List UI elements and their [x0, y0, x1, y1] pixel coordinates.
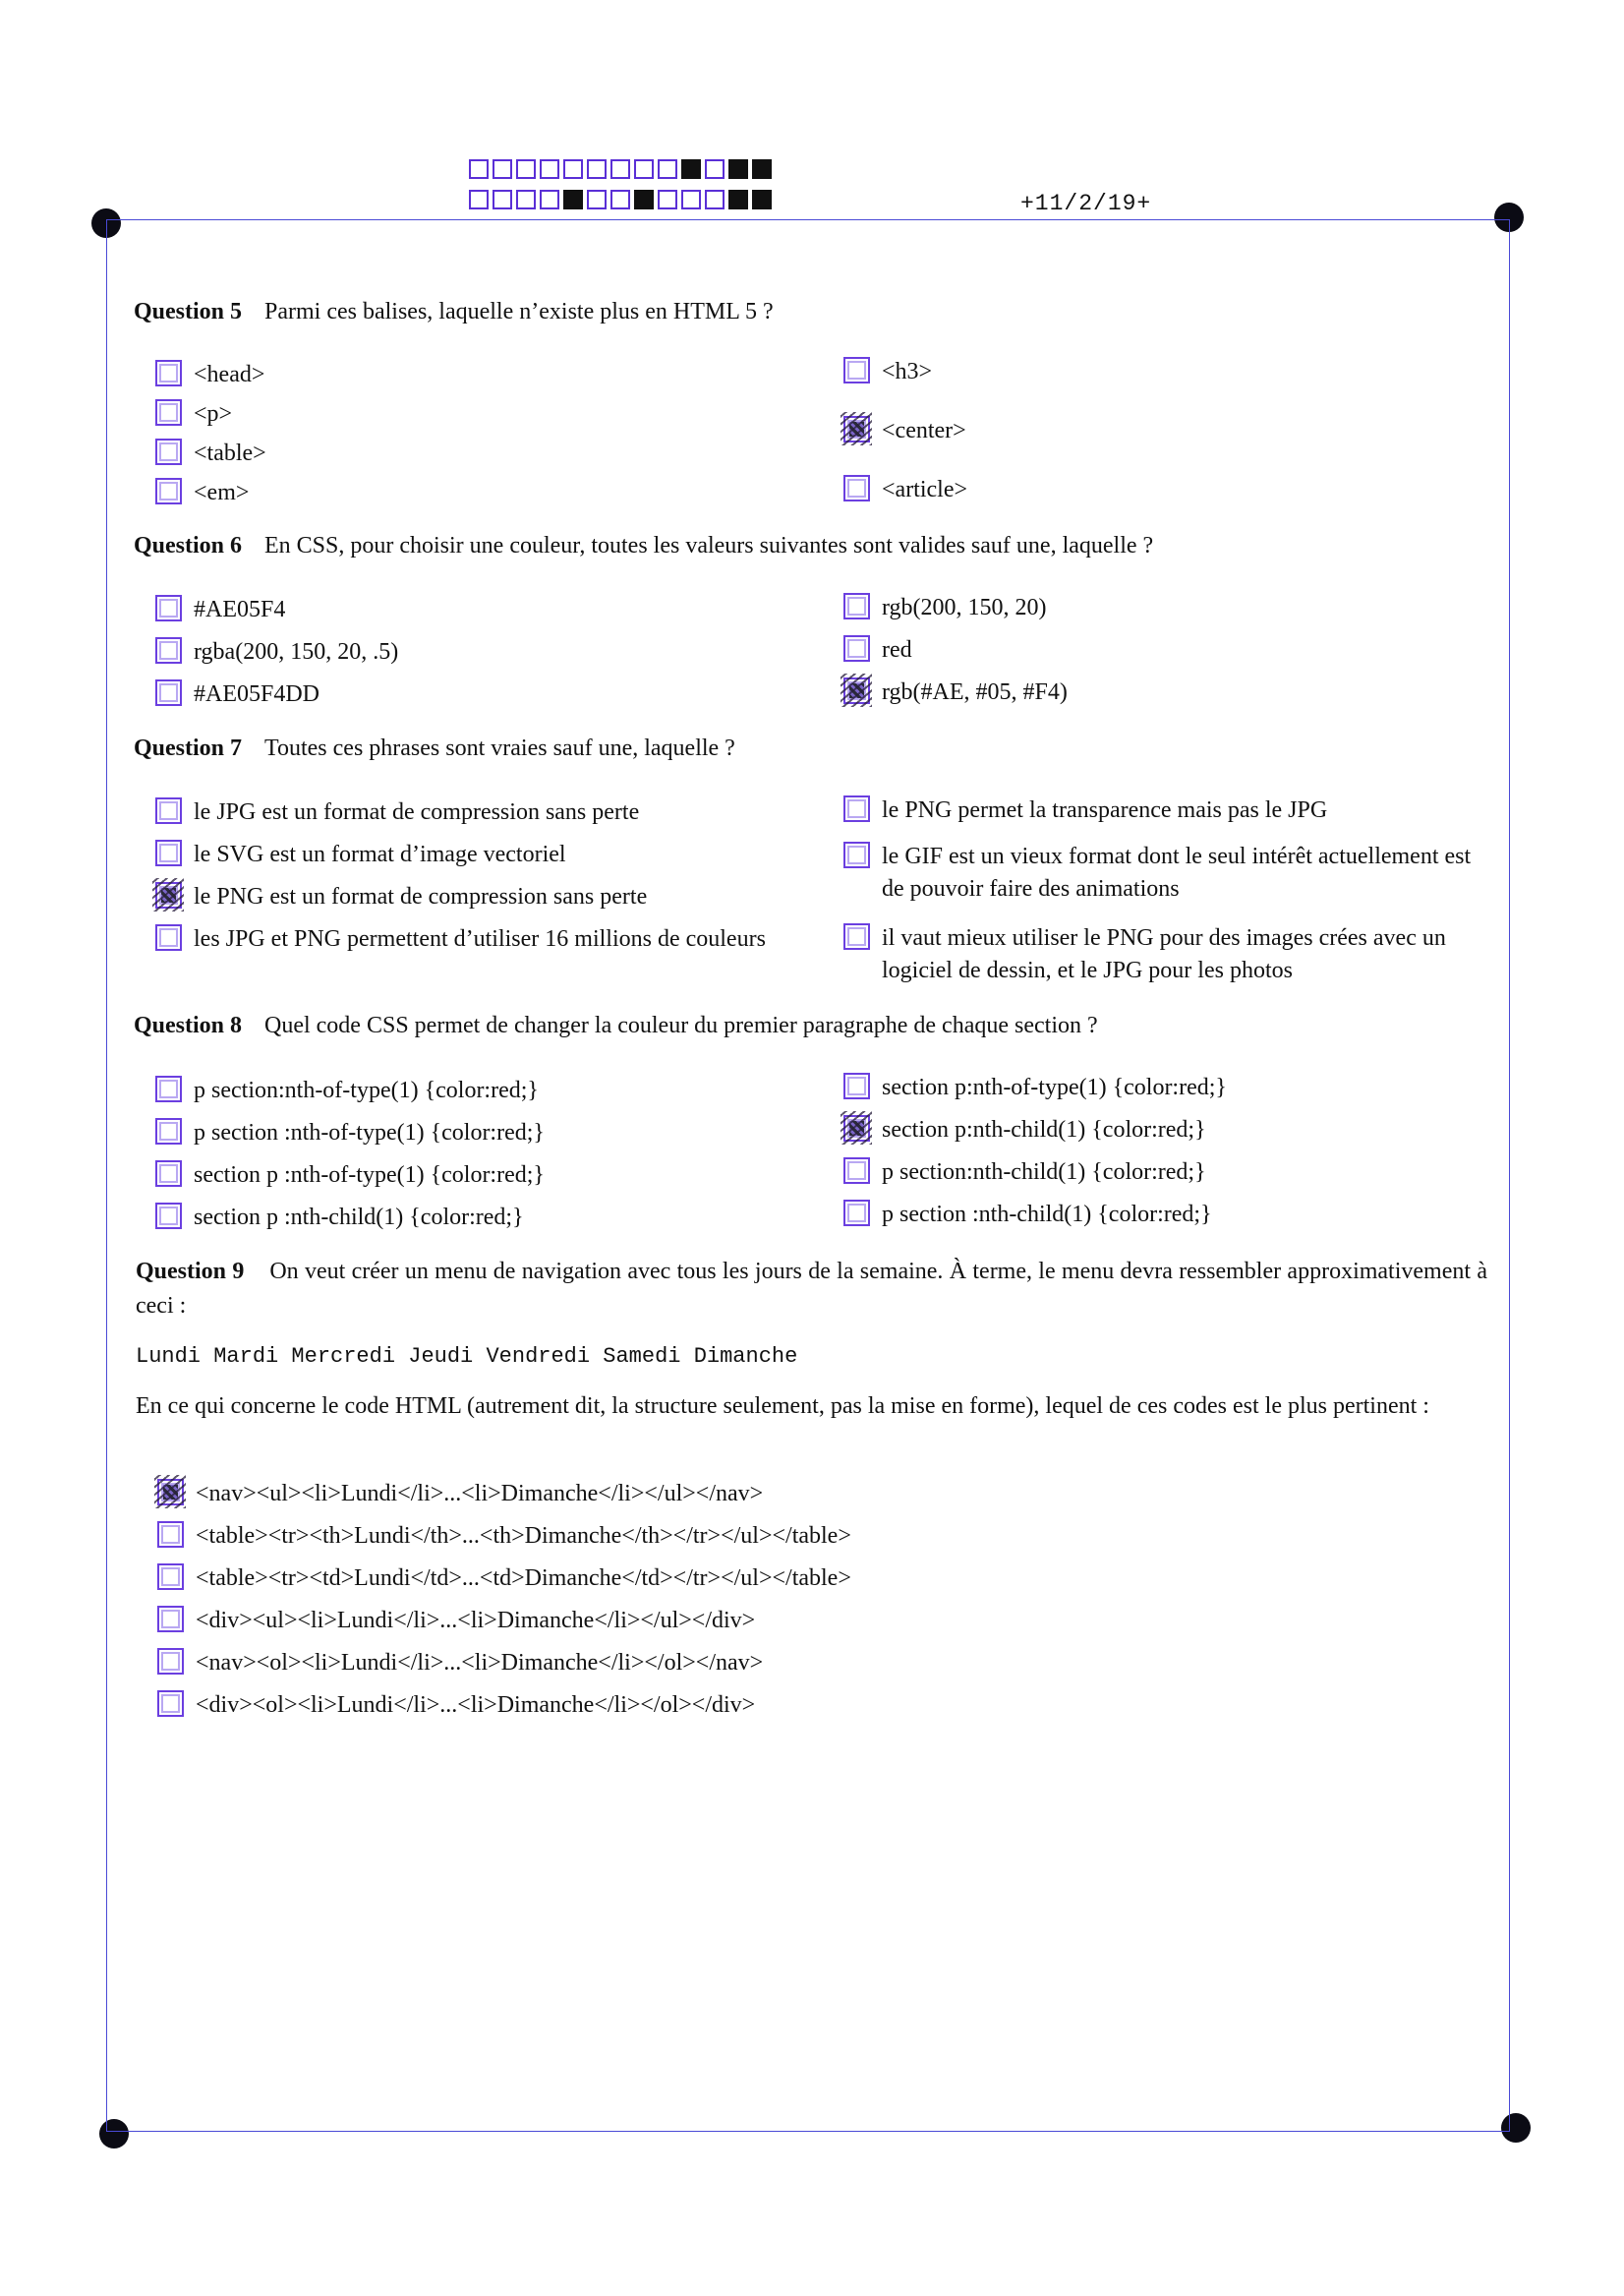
- code-cell-empty: [634, 159, 654, 179]
- q5-choice[interactable]: <article>: [843, 474, 967, 506]
- q8-choice[interactable]: p section :nth-of-type(1) {color:red;}: [155, 1117, 545, 1149]
- question-8: [134, 1013, 1490, 1039]
- question-5-number: Question 5: [134, 299, 243, 324]
- checkbox-icon[interactable]: [155, 478, 182, 504]
- checkbox-icon[interactable]: [843, 593, 870, 619]
- checkbox-icon[interactable]: [155, 637, 182, 664]
- code-cell-empty: [563, 159, 583, 179]
- code-cell-empty: [469, 190, 489, 209]
- checkbox-icon[interactable]: [157, 1690, 184, 1717]
- question-5: [134, 299, 1490, 325]
- question-7: [134, 736, 1490, 762]
- code-cell-empty: [540, 190, 559, 209]
- code-cell-empty: [610, 159, 630, 179]
- checkbox-icon[interactable]: [843, 795, 870, 822]
- q5-choice[interactable]: <p>: [155, 398, 232, 431]
- checkbox-icon[interactable]: [843, 475, 870, 501]
- checkbox-icon[interactable]: [843, 923, 870, 950]
- q7-choice[interactable]: le PNG permet la transparence mais pas le JPG: [843, 795, 1492, 827]
- q9-choice[interactable]: <table><tr><th>Lundi</th>...<th>Dimanche</th></tr></ul></table>: [157, 1520, 851, 1553]
- question-6: [134, 533, 1490, 559]
- q5-choice[interactable]: <em>: [155, 477, 249, 509]
- page-id: +11/2/19+: [1020, 191, 1152, 216]
- question-9: [136, 1255, 1487, 1324]
- question-5-text: Parmi ces balises, laquelle n’existe plus en HTML 5 ?: [264, 299, 774, 324]
- code-cell-filled: [728, 190, 748, 209]
- code-cell-empty: [469, 159, 489, 179]
- checkbox-icon[interactable]: [157, 1563, 184, 1590]
- checkbox-icon[interactable]: [157, 1606, 184, 1632]
- checkbox-icon[interactable]: [155, 1076, 182, 1102]
- checkbox-icon[interactable]: [155, 595, 182, 621]
- q8-choice-selected[interactable]: section p:nth-child(1) {color:red;}: [843, 1114, 1206, 1147]
- checked-checkbox-icon[interactable]: [157, 1479, 184, 1505]
- q8-choice[interactable]: p section:nth-child(1) {color:red;}: [843, 1156, 1206, 1189]
- code-cell-empty: [540, 159, 559, 179]
- checkbox-icon[interactable]: [155, 1118, 182, 1145]
- q8-choice[interactable]: section p :nth-child(1) {color:red;}: [155, 1202, 524, 1234]
- code-cell-empty: [587, 190, 607, 209]
- q6-choice[interactable]: #AE05F4DD: [155, 678, 319, 711]
- q6-choice[interactable]: rgba(200, 150, 20, .5): [155, 636, 398, 669]
- q7-choice[interactable]: le SVG est un format d’image vectoriel: [155, 839, 804, 871]
- q9-choice[interactable]: <div><ol><li>Lundi</li>...<li>Dimanche</li></ol></div>: [157, 1689, 755, 1722]
- question-6-text: En CSS, pour choisir une couleur, toutes les valeurs suivantes sont valides sauf une, laquelle ?: [264, 533, 1154, 559]
- checkbox-icon[interactable]: [843, 1073, 870, 1099]
- checkbox-icon[interactable]: [155, 924, 182, 951]
- checkbox-icon[interactable]: [843, 1157, 870, 1184]
- checkbox-icon[interactable]: [843, 357, 870, 383]
- question-9-number: Question 9: [136, 1259, 245, 1284]
- question-8-number: Question 8: [134, 1013, 243, 1038]
- code-cell-empty: [493, 159, 512, 179]
- q7-choice[interactable]: le JPG est un format de compression sans perte: [155, 796, 804, 829]
- code-cell-empty: [658, 190, 677, 209]
- checkbox-icon[interactable]: [843, 842, 870, 868]
- question-9-text: On veut créer un menu de navigation avec tous les jours de la semaine. À terme, le menu devra ressembler approximativement à ceci :: [136, 1259, 1487, 1319]
- q9-choice[interactable]: <div><ul><li>Lundi</li>...<li>Dimanche</li></ul></div>: [157, 1605, 755, 1637]
- checkbox-icon[interactable]: [155, 840, 182, 866]
- checkbox-icon[interactable]: [155, 797, 182, 824]
- checkbox-icon[interactable]: [155, 439, 182, 465]
- q7-choice[interactable]: le GIF est un vieux format dont le seul intérêt actuellement est de pouvoir faire des animations: [843, 841, 1492, 906]
- code-row-2: [469, 190, 776, 209]
- checkbox-icon[interactable]: [843, 635, 870, 662]
- q7-choice[interactable]: il vaut mieux utiliser le PNG pour des images crées avec un logiciel de dessin, et le JPG pour les photos: [843, 922, 1492, 987]
- q8-choice[interactable]: p section :nth-child(1) {color:red;}: [843, 1199, 1212, 1231]
- code-cell-empty: [705, 190, 725, 209]
- q7-choice-selected[interactable]: le PNG est un format de compression sans perte: [155, 881, 804, 913]
- question-6-number: Question 6: [134, 533, 243, 559]
- code-cell-filled: [728, 159, 748, 179]
- code-cell-filled: [752, 159, 772, 179]
- q8-choice[interactable]: p section:nth-of-type(1) {color:red;}: [155, 1075, 539, 1107]
- checkbox-icon[interactable]: [157, 1521, 184, 1548]
- code-cell-filled: [563, 190, 583, 209]
- code-cell-empty: [516, 190, 536, 209]
- question-9-instruction: En ce qui concerne le code HTML (autrement dit, la structure seulement, pas la mise en forme), lequel de ces codes est le plus pertinent :: [136, 1393, 1429, 1419]
- q9-choice[interactable]: <nav><ol><li>Lundi</li>...<li>Dimanche</li></ol></nav>: [157, 1647, 763, 1679]
- checked-checkbox-icon[interactable]: [155, 882, 182, 909]
- q6-choice[interactable]: red: [843, 634, 912, 667]
- question-7-text: Toutes ces phrases sont vraies sauf une, laquelle ?: [264, 736, 735, 761]
- code-cell-empty: [705, 159, 725, 179]
- checked-checkbox-icon[interactable]: [843, 1115, 870, 1142]
- code-cell-empty: [658, 159, 677, 179]
- checkbox-icon[interactable]: [155, 399, 182, 426]
- code-cell-empty: [493, 190, 512, 209]
- q5-choice[interactable]: <h3>: [843, 356, 932, 388]
- q6-choice-selected[interactable]: rgb(#AE, #05, #F4): [843, 677, 1068, 709]
- code-cell-empty: [516, 159, 536, 179]
- code-cell-empty: [587, 159, 607, 179]
- code-cell-filled: [634, 190, 654, 209]
- q5-choice[interactable]: <head>: [155, 359, 264, 391]
- code-cell-empty: [681, 190, 701, 209]
- checkbox-icon[interactable]: [155, 1203, 182, 1229]
- question-7-number: Question 7: [134, 736, 243, 761]
- menu-example: Lundi Mardi Mercredi Jeudi Vendredi Samedi Dimanche: [136, 1344, 798, 1369]
- q8-choice[interactable]: section p:nth-of-type(1) {color:red;}: [843, 1072, 1227, 1104]
- q5-choice[interactable]: <table>: [155, 438, 266, 470]
- q9-choice[interactable]: <table><tr><td>Lundi</td>...<td>Dimanche</td></tr></ul></table>: [157, 1562, 851, 1595]
- q8-choice[interactable]: section p :nth-of-type(1) {color:red;}: [155, 1159, 545, 1192]
- code-cell-filled: [681, 159, 701, 179]
- q6-choice[interactable]: rgb(200, 150, 20): [843, 592, 1047, 624]
- code-cell-empty: [610, 190, 630, 209]
- code-cell-filled: [752, 190, 772, 209]
- checkbox-icon[interactable]: [155, 679, 182, 706]
- checkbox-icon[interactable]: [155, 1160, 182, 1187]
- q7-choice[interactable]: les JPG et PNG permettent d’utiliser 16 millions de couleurs: [155, 923, 804, 956]
- checked-checkbox-icon[interactable]: [843, 416, 870, 442]
- q6-choice[interactable]: #AE05F4: [155, 594, 285, 626]
- q5-choice-selected[interactable]: <center>: [843, 415, 966, 447]
- question-8-text: Quel code CSS permet de changer la couleur du premier paragraphe de chaque section ?: [264, 1013, 1098, 1038]
- checkbox-icon[interactable]: [843, 1200, 870, 1226]
- q9-choice-selected[interactable]: <nav><ul><li>Lundi</li>...<li>Dimanche</li></ul></nav>: [157, 1478, 763, 1510]
- code-row-1: [469, 159, 776, 179]
- checkbox-icon[interactable]: [155, 360, 182, 386]
- checkbox-icon[interactable]: [157, 1648, 184, 1675]
- checked-checkbox-icon[interactable]: [843, 677, 870, 704]
